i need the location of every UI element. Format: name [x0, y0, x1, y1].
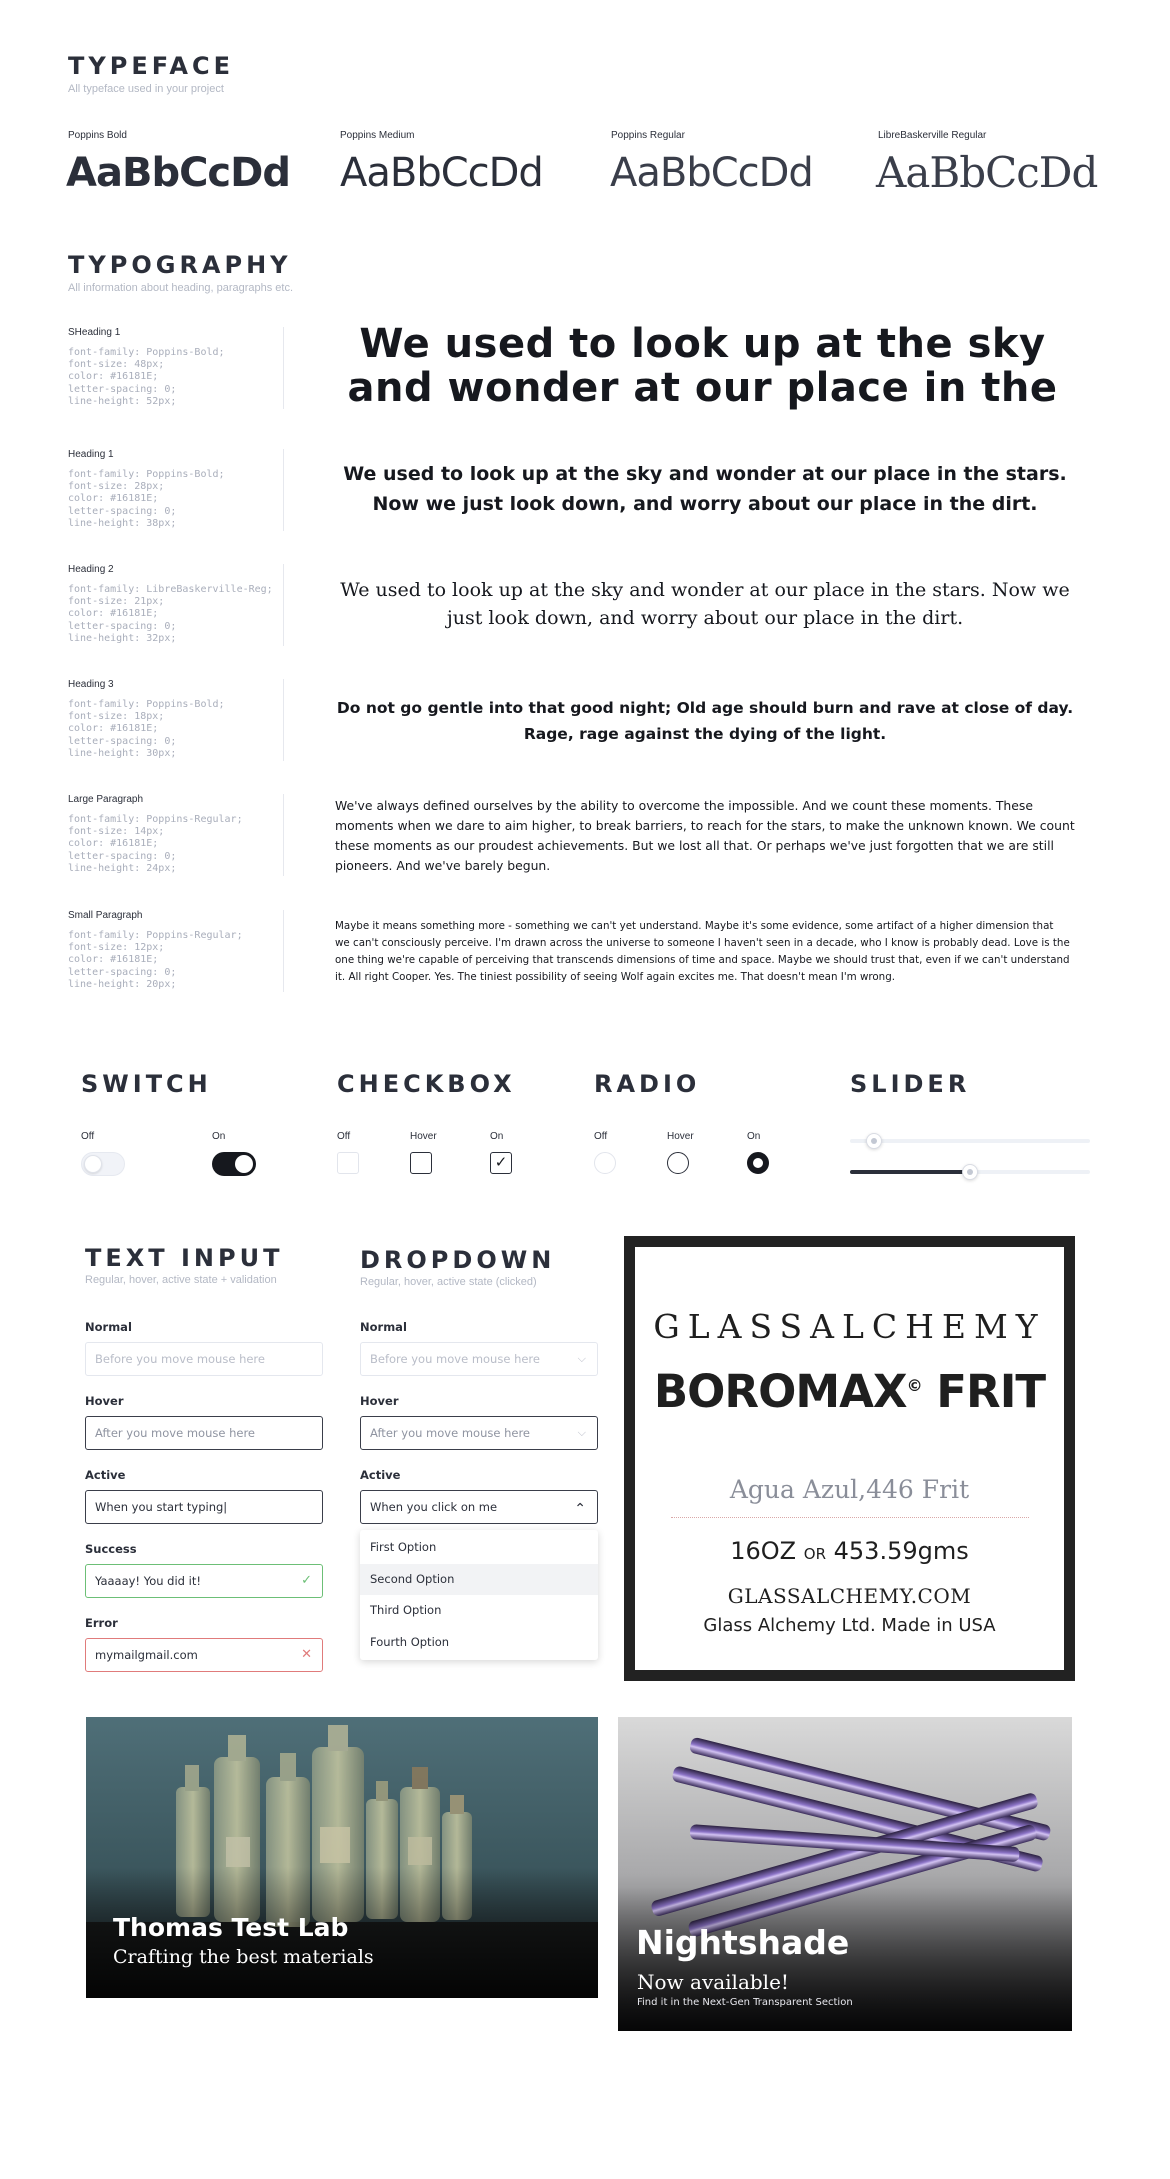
maker-line: Glass Alchemy Ltd. Made in USA — [703, 1615, 996, 1636]
radio-hover-label: Hover — [667, 1131, 694, 1142]
weight-or: OR — [803, 1545, 826, 1563]
checkbox-hover-label: Hover — [410, 1131, 437, 1142]
divider — [283, 910, 284, 992]
field-label: Success — [85, 1542, 137, 1556]
website: GLASSALCHEMY.COM — [727, 1584, 972, 1608]
style-spec: font-family: Poppins-Regular; font-size: 14px; color: #16181E; letter-spacing: 0; line-height: 24px; — [68, 814, 243, 874]
typeface-title: TYPEFACE — [68, 52, 234, 80]
radio-hover[interactable] — [667, 1152, 689, 1174]
field-label: Normal — [85, 1320, 132, 1334]
card-title: Thomas Test Lab — [113, 1913, 349, 1942]
style-label: Heading 1 — [68, 449, 114, 460]
dropdown-option[interactable]: Fourth Option — [370, 1634, 450, 1649]
radio-title: RADIO — [594, 1070, 701, 1098]
product-name — [635, 1365, 1064, 1418]
font-sample: AaBbCcDd — [876, 148, 1098, 197]
thumb-dot — [967, 1169, 973, 1175]
dropdown-value: Before you move mouse here — [370, 1352, 540, 1366]
slider-fill — [850, 1170, 970, 1174]
product-name-main: BOROMAX — [653, 1365, 907, 1418]
style-spec: font-family: Poppins-Bold; font-size: 48px; color: #16181E; letter-spacing: 0; line-height: 52px; — [68, 347, 225, 407]
font-name: Poppins Bold — [68, 130, 127, 141]
field-label: Normal — [360, 1320, 407, 1334]
font-sample: AaBbCcDd — [66, 150, 290, 196]
heading-sample: We used to look up at the sky and wonder at our place in the — [347, 321, 1058, 411]
slider-title: SLIDER — [850, 1070, 971, 1098]
card-note: Find it in the Next-Gen Transparent Section — [637, 1997, 853, 2008]
switch-knob — [84, 1155, 102, 1173]
radio-on[interactable] — [747, 1152, 769, 1174]
dropdown-menu — [360, 1530, 598, 1660]
checkbox-on-label: On — [490, 1131, 504, 1142]
style-label: SHeading 1 — [68, 327, 121, 338]
divider — [283, 794, 284, 876]
typeface-subtitle: All typeface used in your project — [68, 83, 224, 95]
checkbox-hover[interactable] — [410, 1152, 432, 1174]
text-input-success[interactable] — [85, 1564, 323, 1598]
radio-off-label: Off — [594, 1131, 608, 1142]
dropdown-title: DROPDOWN — [360, 1246, 556, 1274]
heading-sample: Do not go gentle into that good night; Old age should burn and rave at close of day. Rage, rage against the dying of the light. — [336, 699, 1074, 743]
weight-g: 453.59gms — [833, 1537, 969, 1565]
divider — [283, 449, 284, 531]
copyright-symbol: © — [906, 1376, 922, 1395]
card-subtitle: Crafting the best materials — [113, 1946, 374, 1968]
chevron-down-icon: ⌵ — [577, 1426, 586, 1439]
error-x-icon: ✕ — [301, 1647, 312, 1662]
divider — [283, 679, 284, 761]
product-label-card — [624, 1236, 1075, 1681]
radio-on-label: On — [747, 1131, 761, 1142]
style-spec: font-family: Poppins-Bold; font-size: 28px; color: #16181E; letter-spacing: 0; line-height: 38px; — [68, 469, 225, 529]
text-input-hover[interactable]: After you move mouse here — [85, 1416, 323, 1450]
dropdown-option[interactable]: First Option — [370, 1540, 437, 1554]
radio-off[interactable] — [594, 1152, 616, 1174]
checkbox-off[interactable] — [337, 1152, 359, 1174]
dotted-divider — [671, 1517, 1029, 1518]
dropdown-normal[interactable] — [360, 1342, 598, 1376]
font-name: LibreBaskerville Regular — [878, 130, 987, 141]
slider-thumb[interactable] — [962, 1164, 978, 1180]
card-title: Nightshade — [636, 1923, 850, 1962]
product-name-suffix: FRIT — [936, 1365, 1046, 1418]
field-label: Active — [85, 1468, 126, 1482]
field-label: Error — [85, 1616, 118, 1630]
dropdown-option-highlighted[interactable]: Second Option — [360, 1564, 598, 1596]
paragraph-sample: We've always defined ourselves by the ability to overcome the impossible. And we count these moments. These moments when we dare to aim higher, to break barriers, to reach for the stars, to make the unknown known. We count these moments as our proudest achievements. But we lost all that. Or perhaps we've just forgotten that we are still pioneers. And we've barely begun. — [335, 798, 1075, 873]
style-label: Small Paragraph — [68, 910, 143, 921]
text-input-normal[interactable]: Before you move mouse here — [85, 1342, 323, 1376]
switch-title: SWITCH — [81, 1070, 212, 1098]
switch-knob — [235, 1155, 253, 1173]
dropdown-active[interactable] — [360, 1490, 598, 1524]
chevron-up-icon: ⌃ — [574, 1501, 586, 1517]
dropdown-value: When you click on me — [370, 1500, 498, 1514]
field-label: Active — [360, 1468, 401, 1482]
text-input-subtitle: Regular, hover, active state + validation — [85, 1274, 277, 1286]
dropdown-option[interactable]: Third Option — [370, 1603, 442, 1617]
heading-sample: We used to look up at the sky and wonder at our place in the stars. Now we just look down, and worry about our place in the dirt. — [340, 579, 1070, 629]
field-label: Hover — [85, 1394, 124, 1408]
text-input-title: TEXT INPUT — [85, 1244, 284, 1272]
divider — [283, 564, 284, 646]
dropdown-hover[interactable] — [360, 1416, 598, 1450]
field-value: mymailgmail.com — [95, 1648, 198, 1662]
typography-title: TYPOGRAPHY — [68, 251, 292, 279]
check-icon: ✓ — [494, 1154, 508, 1171]
chevron-down-icon: ⌵ — [577, 1352, 586, 1365]
paragraph-sample: Maybe it means something more - something we can't yet understand. Maybe it's some evidence, some artifact of a higher dimension that we can't consciously perceive. I'm drawn across the universe to someone I haven't seen in a decade, who I know is probably dead. Love is the one thing we're capable of perceiving that transcends dimensions of time and space. Maybe we should trust that, even if we can't understand it. All right Cooper. Yes. The tiniest possibility of seeing Wolf again excites me. That doesn't mean I'm wrong. — [335, 920, 1070, 983]
style-spec: font-family: Poppins-Regular; font-size: 12px; color: #16181E; letter-spacing: 0; line-height: 20px; — [68, 930, 243, 990]
slider[interactable] — [850, 1133, 1090, 1149]
slider-track — [850, 1139, 1090, 1143]
style-label: Large Paragraph — [68, 794, 144, 805]
checkmark-icon: ✓ — [301, 1573, 312, 1588]
style-label: Heading 3 — [68, 679, 114, 690]
switch-on[interactable] — [212, 1152, 256, 1176]
text-input-error[interactable] — [85, 1638, 323, 1672]
text-input-active[interactable]: When you start typing| — [85, 1490, 323, 1524]
color-name: Agua Azul,446 Frit — [729, 1475, 970, 1504]
checkbox-title: CHECKBOX — [337, 1070, 516, 1098]
typography-subtitle: All information about heading, paragraphs etc. — [68, 282, 294, 294]
field-label: Hover — [360, 1394, 399, 1408]
style-label: Heading 2 — [68, 564, 114, 575]
checkbox-on[interactable] — [490, 1152, 512, 1174]
slider[interactable] — [850, 1164, 1090, 1180]
font-sample: AaBbCcDd — [610, 150, 813, 196]
brand-name: GLASSALCHEMY — [653, 1307, 1046, 1346]
style-spec: font-family: LibreBaskerville-Reg; font-size: 21px; color: #16181E; letter-spacing: 0; line-height: 32px; — [68, 584, 273, 644]
card-thomas-test-lab[interactable] — [86, 1717, 598, 1998]
heading-sample: We used to look up at the sky and wonder at our place in the stars. Now we just look down, and worry about our place in the dirt. — [343, 463, 1067, 515]
weight-oz: 16OZ — [730, 1537, 797, 1565]
font-name: Poppins Regular — [611, 130, 685, 141]
slider-thumb[interactable] — [866, 1133, 882, 1149]
font-sample: AaBbCcDd — [340, 150, 543, 196]
field-value: Yaaaay! You did it! — [95, 1574, 201, 1588]
style-spec: font-family: Poppins-Bold; font-size: 18px; color: #16181E; letter-spacing: 0; line-height: 30px; — [68, 699, 225, 759]
switch-off-label: Off — [81, 1131, 95, 1142]
dropdown-subtitle: Regular, hover, active state (clicked) — [360, 1276, 537, 1288]
checkbox-off-label: Off — [337, 1131, 351, 1142]
dropdown-value: After you move mouse here — [370, 1426, 530, 1440]
switch-off[interactable] — [81, 1152, 125, 1176]
switch-on-label: On — [212, 1131, 226, 1142]
divider — [283, 327, 284, 409]
font-name: Poppins Medium — [340, 130, 415, 141]
thumb-dot — [871, 1138, 877, 1144]
card-nightshade[interactable] — [618, 1717, 1072, 2031]
product-weight — [635, 1537, 1064, 1565]
card-subtitle: Now available! — [637, 1970, 789, 1994]
